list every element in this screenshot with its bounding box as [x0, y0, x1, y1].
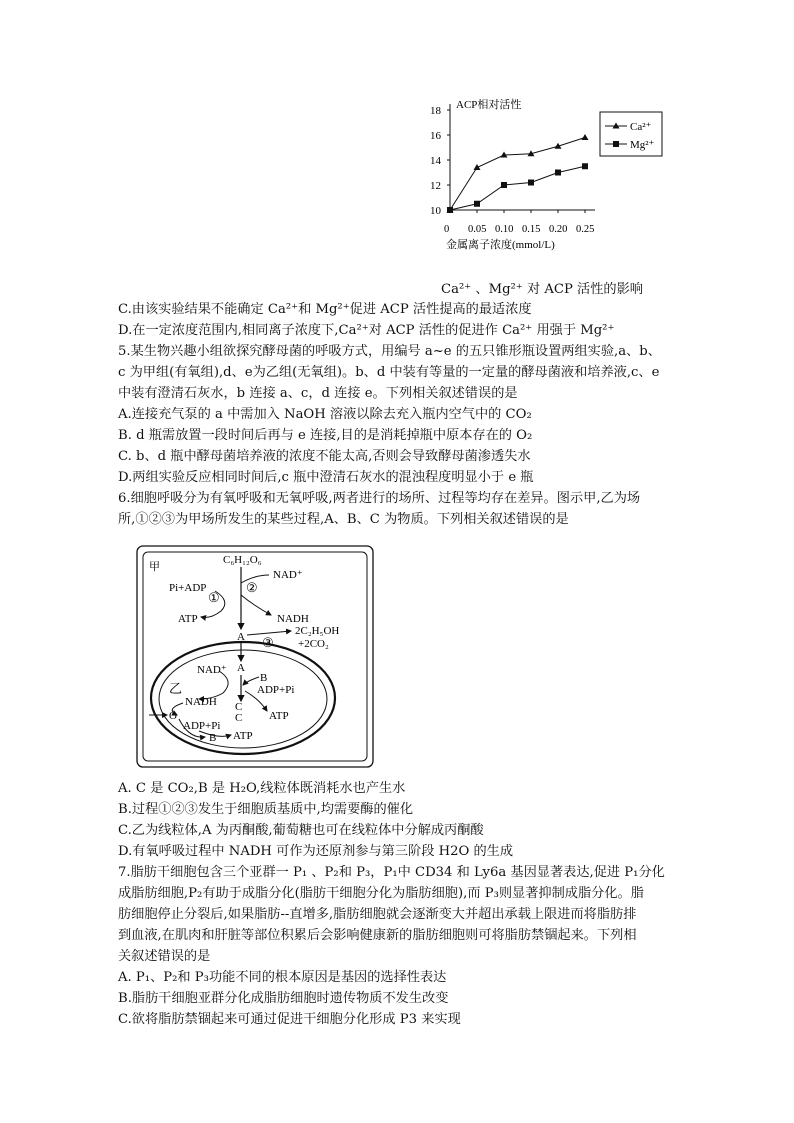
co2-label: +2CO₂ [298, 638, 329, 650]
text-line: D.两组实验反应相同时间后,c 瓶中澄清石灰水的混浊程度明显小于 e 瓶 [118, 470, 534, 485]
acp-activity-chart [410, 92, 670, 292]
nadh-label-1: NADH [277, 613, 309, 625]
text-line: c 为甲组(有氧组),d、e为乙组(无氧组)。b、d 中装有等量的一定量的酵母菌液和培养液,c、e [118, 365, 660, 380]
text-line: C.乙为线粒体,A 为丙酮酸,葡萄糖也可在线粒体中分解成丙酮酸 [118, 823, 484, 838]
text-line: 7.脂肪干细胞包含三个亚群一 P₁ 、P₂和 P₃，P₁中 CD34 和 Ly6a 基因显著表达,促进 P₁分化 [118, 865, 665, 880]
text-line: D.在一定浓度范围内,相同离子浓度下,Ca²⁺对 ACP 活性的促进作 Ca²⁺ 用强于 Mg²⁺ [118, 323, 615, 338]
y-tick-label: 18 [430, 105, 441, 117]
chart-svg [410, 92, 670, 292]
glucose-label: C₆H₁₂O₆ [223, 554, 262, 566]
data-point-mg [474, 201, 480, 207]
data-point-ca [582, 134, 589, 140]
y-axis-label: ACP相对活性 [456, 99, 522, 111]
data-point-mg [501, 182, 507, 188]
x-tick-label: 0.10 [495, 224, 514, 235]
arrow-nadh-to-o [172, 703, 183, 715]
y-tick-label: 14 [430, 155, 441, 167]
x-tick-label: 0 [444, 224, 450, 235]
x-tick-label: 0.20 [549, 224, 568, 235]
x-tick-label: 0.15 [522, 224, 541, 235]
data-point-ca [474, 164, 481, 170]
series-line [450, 166, 585, 210]
legend-label: Mg²⁺ [630, 139, 655, 151]
y-tick-label: 12 [430, 180, 441, 192]
text-line: C.欲将脂肪禁锢起来可通过促进干细胞分化形成 P3 来实现 [118, 1012, 461, 1027]
text-line: 肪细胞停止分裂后,如果脂肪--直增多,脂肪细胞就会逐渐变大并超出承载上限进而将脂肪排 [118, 907, 637, 922]
text-line: B.过程①②③发生于细胞质基质中,均需要酶的催化 [118, 802, 414, 817]
substance-a-2: A [237, 662, 245, 674]
text-line: C. b、d 瓶中酵母菌培养液的浓度不能太高,否则会导致酵母菌渗透失水 [118, 449, 531, 464]
nadh-label-2: NADH [185, 696, 217, 708]
atp-label-3: ATP [233, 730, 253, 742]
atp-label-2: ATP [269, 710, 289, 722]
text-line: 关叙述错误的是 [118, 949, 211, 964]
step-2: ② [246, 580, 258, 595]
chart-caption: Ca²⁺ 、Mg²⁺ 对 ACP 活性的影响 [441, 282, 643, 297]
text-line: B.脂肪干细胞亚群分化成脂肪细胞时遗传物质不发生改变 [118, 991, 449, 1006]
text-line: 所,①②③为甲场所发生的某些过程,A、B、C 为物质。下列相关叙述错误的是 [118, 512, 569, 527]
text-line: C.由该实验结果不能确定 Ca²⁺和 Mg²⁺促进 ACP 活性提高的最适浓度 [118, 302, 532, 317]
pi-adp-label: Pi+ADP [169, 582, 207, 594]
series-line [450, 138, 585, 211]
data-point-mg [555, 170, 561, 176]
substance-o: O [169, 710, 177, 722]
data-point-mg [582, 163, 588, 169]
nad-inner-label: NAD⁺ [197, 664, 227, 676]
data-point-mg [447, 207, 453, 213]
arrow-to-nadh [241, 595, 271, 615]
y-tick-label: 16 [430, 130, 441, 142]
substance-c-2: C [235, 712, 243, 724]
step-3: ③ [262, 635, 274, 650]
text-line: A. P₁、P₂和 P₃功能不同的根本原因是基因的选择性表达 [118, 970, 447, 985]
substance-a-1: A [237, 631, 245, 643]
legend-label: Ca²⁺ [630, 121, 652, 133]
label-yi: 乙 [169, 681, 183, 696]
ethanol-label: 2C₂H₅OH [295, 625, 340, 637]
text-line: A.连接充气泵的 a 中需加入 NaOH 溶液以除去充入瓶内空气中的 CO₂ [118, 407, 532, 422]
text-line: D.有氧呼吸过程中 NADH 可作为还原剂参与第三阶段 H2O 的生成 [118, 844, 514, 859]
adp-pi-label-2: ADP+Pi [183, 720, 221, 732]
text-line: 中装有澄清石灰水，b 连接 a、c，d 连接 e。下列相关叙述错误的是 [118, 386, 518, 401]
x-tick-label: 0.25 [576, 224, 595, 235]
legend-marker-mg [613, 141, 619, 147]
text-line: 6.细胞呼吸分为有氧呼吸和无氧呼吸,两者进行的场所、过程等均存在差异。图示甲,乙为场 [118, 491, 641, 506]
diagram-svg [135, 543, 377, 770]
text-line: 到血液,在肌肉和肝脏等部位积累后会影响健康新的脂肪细胞则可将脂肪禁锢起来。下列相 [118, 928, 637, 943]
x-tick-label: 0.05 [468, 224, 487, 235]
text-line: A. C 是 CO₂,B 是 H₂O,线粒体既消耗水也产生水 [118, 781, 406, 796]
text-line: 5.某生物兴趣小组欲探究酵母菌的呼吸方式，用编号 a~e 的五只锥形瓶设置两组实验,a、b、 [118, 344, 661, 359]
substance-b-1: B [260, 672, 268, 684]
cell-respiration-diagram [135, 543, 377, 770]
adp-pi-label-1: ADP+Pi [257, 684, 295, 696]
text-line: B. d 瓶需放置一段时间后再与 e 连接,目的是消耗掉瓶中原本存在的 O₂ [118, 428, 533, 443]
label-jia: 甲 [149, 561, 160, 573]
substance-b-2: B [209, 732, 217, 744]
step-1: ① [208, 590, 220, 605]
text-line: 成脂肪细胞,P₂有助于成脂分化(脂肪干细胞分化为脂肪细胞),而 P₃则显著抑制成脂分化。脂 [118, 886, 644, 901]
atp-label-1: ATP [178, 613, 198, 625]
x-axis-label: 金属离子浓度(mmol/L) [446, 239, 555, 251]
data-point-mg [528, 180, 534, 186]
nad-top-label: NAD⁺ [273, 569, 303, 581]
y-tick-label: 10 [430, 205, 441, 217]
substance-c-1: C [235, 701, 243, 713]
